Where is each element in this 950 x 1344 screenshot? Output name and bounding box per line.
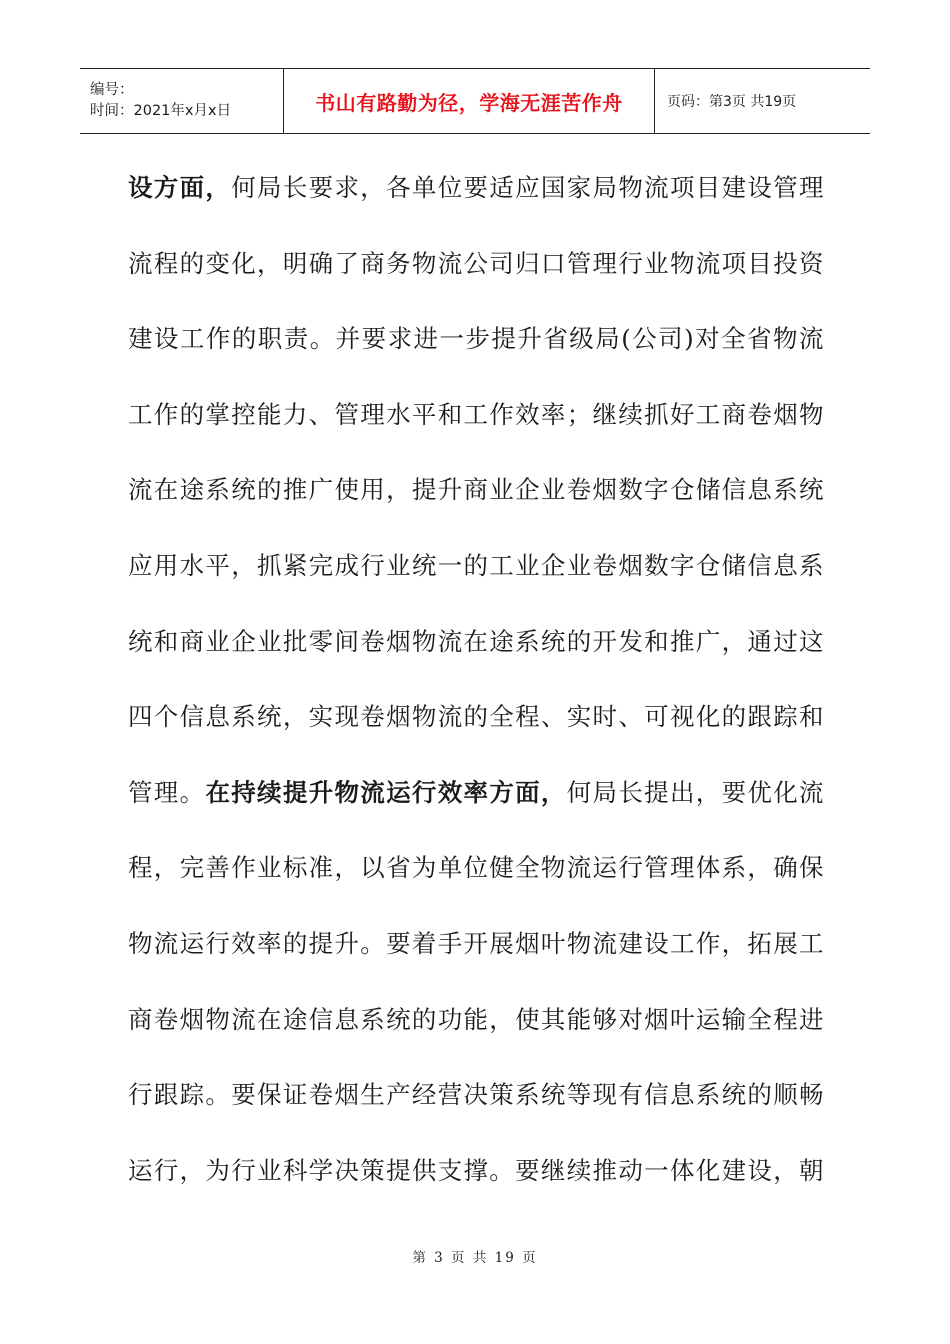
header-motto-cell	[283, 69, 655, 133]
text-line-6	[128, 540, 824, 616]
line-text: 流程的变化，明确了商务物流公司归口管理行业物流项目投资	[128, 248, 824, 278]
page-footer: 第 3 页 共 19 页	[412, 1250, 538, 1266]
header-page-cell	[655, 69, 870, 133]
line-text: 何局长提出，要优化流	[566, 777, 825, 807]
line-text: 商卷烟物流在途信息系统的功能，使其能够对烟叶运输全程进	[128, 1004, 824, 1034]
header-motto: 书山有路勤为径，学海无涯苦作舟	[315, 90, 623, 115]
text-line-10	[128, 842, 824, 918]
line-text: 物流运行效率的提升。要着手开展烟叶物流建设工作，拓展工	[128, 928, 824, 958]
line-text: 程，完善作业标准，以省为单位健全物流运行管理体系，确保	[128, 853, 824, 883]
text-line-11	[128, 918, 824, 994]
text-line-3	[128, 313, 824, 389]
header-info-cell	[80, 69, 283, 133]
bold-phrase: 设方面，	[128, 173, 232, 202]
text-line-7	[128, 616, 824, 692]
text-line-5	[128, 464, 824, 540]
line-text: 运行，为行业科学决策提供支撑。要继续推动一体化建设，朝	[128, 1155, 824, 1185]
document-time-label: 时间：2021年x月x日	[90, 103, 232, 119]
text-line-8	[128, 691, 824, 767]
line-text: 工作的掌控能力、管理水平和工作效率；继续抓好工商卷烟物	[128, 399, 824, 429]
line-text: 统和商业企业批零间卷烟物流在途系统的开发和推广，通过这	[128, 626, 824, 656]
document-number-label: 编号：	[90, 82, 134, 98]
text-line-2	[128, 238, 824, 314]
line-text-pre: 管理。	[128, 777, 206, 807]
bold-phrase: 在持续提升物流运行效率方面，	[205, 777, 567, 807]
line-text: 应用水平，抓紧完成行业统一的工业企业卷烟数字仓储信息系	[128, 550, 824, 580]
line-text: 流在途系统的推广使用，提升商业企业卷烟数字仓储信息系统	[128, 475, 824, 505]
body-text	[128, 162, 824, 1220]
line-text: 何局长要求，各单位要适应国家局物流项目建设管理	[231, 173, 825, 202]
text-line-13	[128, 1069, 824, 1145]
line-text: 建设工作的职责。并要求进一步提升省级局(公司)对全省物流	[128, 324, 824, 354]
line-text: 行跟踪。要保证卷烟生产经营决策系统等现有信息系统的顺畅	[128, 1080, 824, 1110]
line-text: 四个信息系统，实现卷烟物流的全程、实时、可视化的跟踪和	[128, 702, 824, 732]
text-line-14	[128, 1145, 824, 1221]
text-line-12	[128, 994, 824, 1070]
text-line-9	[128, 767, 824, 843]
text-line-4	[128, 389, 824, 465]
document-header	[80, 68, 870, 134]
header-page-info: 页码：第3页 共19页	[667, 94, 797, 110]
text-line-1	[128, 162, 824, 238]
